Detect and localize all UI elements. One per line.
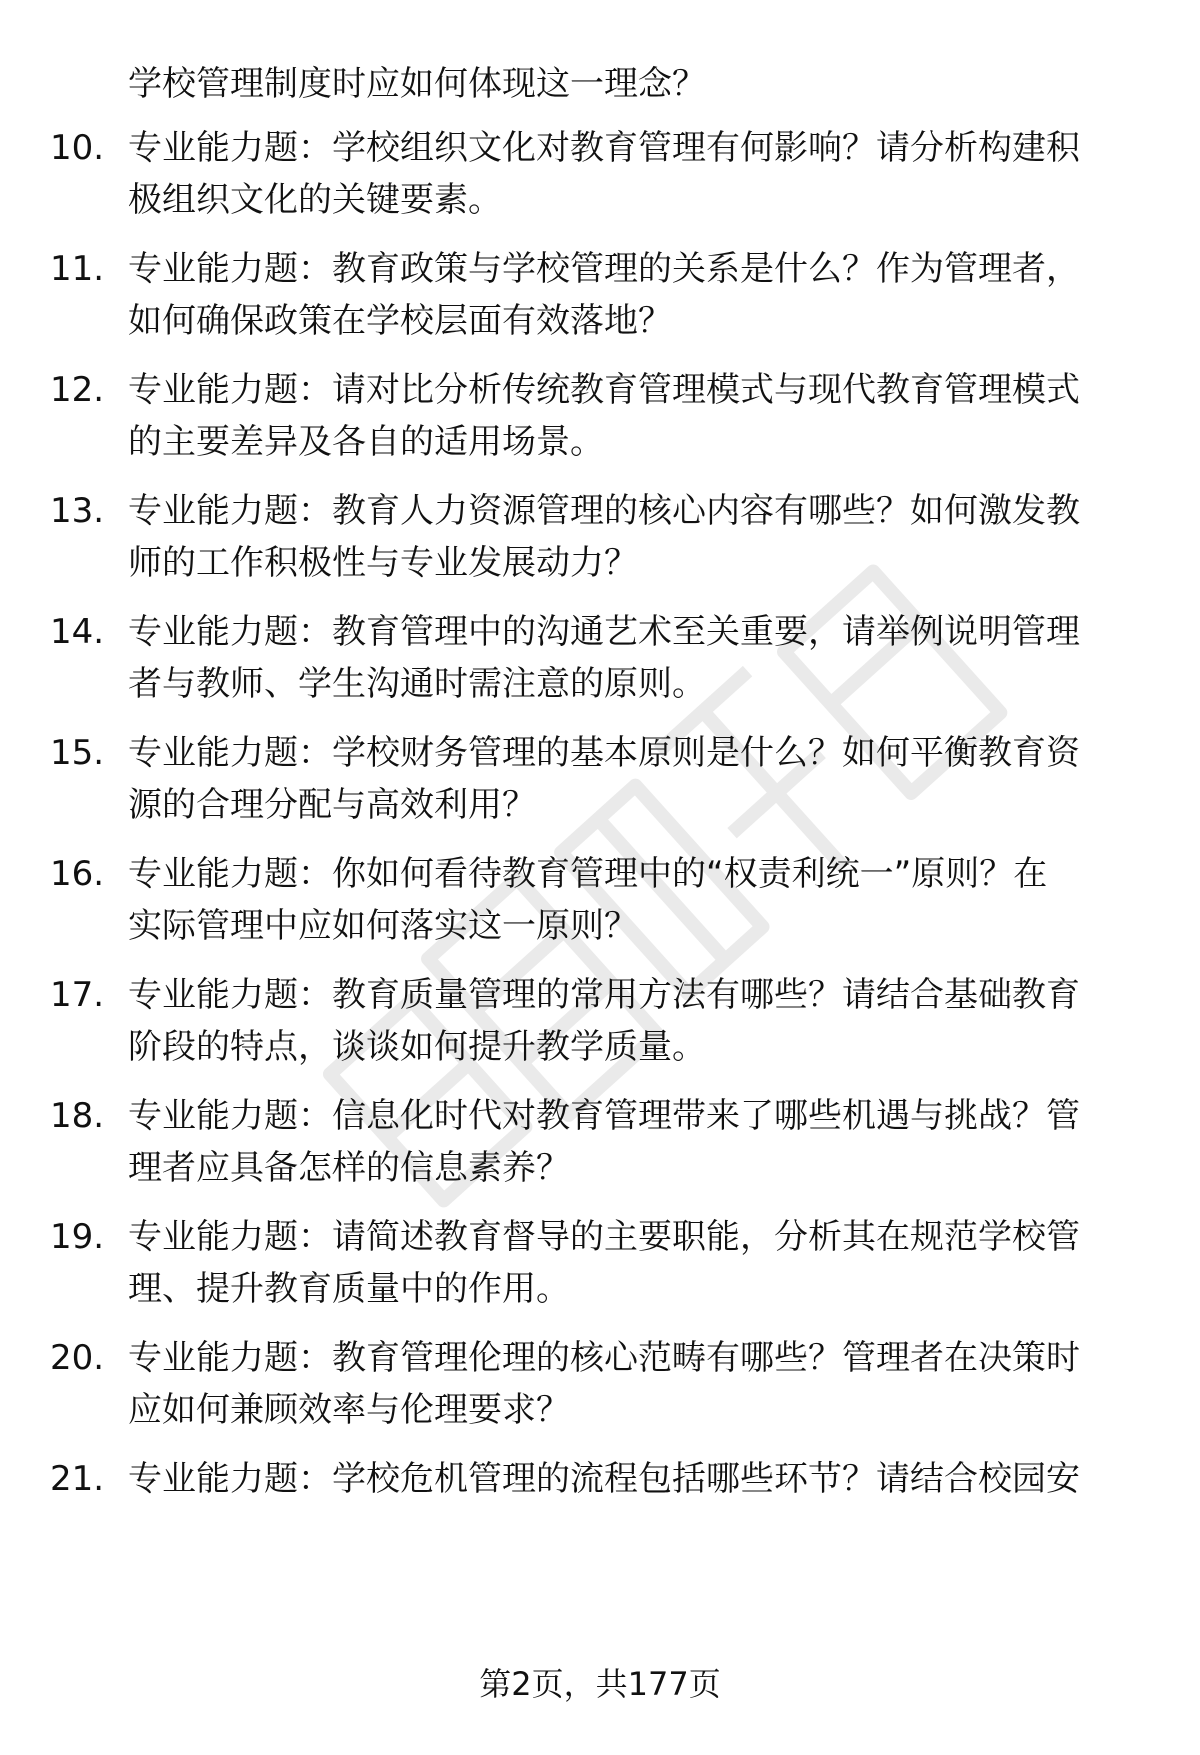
question-text (128, 1453, 1138, 1505)
question-text (128, 727, 1138, 831)
question-item (0, 485, 1200, 589)
question-line: 专业能力题：信息化时代对教育管理带来了哪些机遇与挑战？管 (128, 1096, 1080, 1136)
question-line: 专业能力题：教育政策与学校管理的关系是什么？作为管理者， (128, 249, 1080, 289)
question-line: 师的工作积极性与专业发展动力？ (128, 543, 638, 583)
question-text (128, 1332, 1138, 1436)
question-line: 的主要差异及各自的适用场景。 (128, 422, 604, 462)
question-item (0, 1090, 1200, 1194)
question-number: 18. (50, 1096, 105, 1136)
question-item (0, 364, 1200, 468)
question-number: 13. (50, 491, 105, 531)
question-number: 20. (50, 1338, 105, 1378)
question-number: 17. (50, 975, 105, 1015)
question-line: 专业能力题：学校财务管理的基本原则是什么？如何平衡教育资 (128, 733, 1080, 773)
page-footer: 第2页，共177页 (479, 1665, 721, 1703)
question-item (0, 122, 1200, 226)
question-text (128, 122, 1138, 226)
question-line: 专业能力题：教育质量管理的常用方法有哪些？请结合基础教育 (128, 975, 1080, 1015)
question-line: 专业能力题：教育管理伦理的核心范畴有哪些？管理者在决策时 (128, 1338, 1080, 1378)
question-number: 16. (50, 854, 105, 894)
question-number: 21. (50, 1459, 105, 1499)
question-text (128, 1211, 1138, 1315)
question-line: 专业能力题：学校组织文化对教育管理有何影响？请分析构建积 (128, 128, 1080, 168)
question-line: 专业能力题：请对比分析传统教育管理模式与现代教育管理模式 (128, 370, 1080, 410)
question-item (0, 727, 1200, 831)
question-item (0, 1211, 1200, 1315)
question-item (0, 243, 1200, 347)
continued-question-text: 学校管理制度时应如何体现这一理念？ (128, 64, 706, 104)
question-line: 专业能力题：教育管理中的沟通艺术至关重要，请举例说明管理 (128, 612, 1080, 652)
question-number: 19. (50, 1217, 105, 1257)
question-number: 11. (50, 249, 105, 289)
question-text (128, 969, 1138, 1073)
question-line: 者与教师、学生沟通时需注意的原则。 (128, 664, 706, 704)
question-item (0, 1332, 1200, 1436)
question-line: 专业能力题：教育人力资源管理的核心内容有哪些？如何激发教 (128, 491, 1080, 531)
question-number: 10. (50, 128, 105, 168)
question-text (128, 243, 1138, 347)
question-line: 专业能力题：学校危机管理的流程包括哪些环节？请结合校园安 (128, 1459, 1080, 1499)
question-text (128, 1090, 1138, 1194)
question-line: 极组织文化的关键要素。 (128, 180, 502, 220)
question-number: 15. (50, 733, 105, 773)
question-text (128, 364, 1138, 468)
question-text (128, 606, 1138, 710)
question-line: 源的合理分配与高效利用？ (128, 785, 536, 825)
question-line: 理、提升教育质量中的作用。 (128, 1269, 570, 1309)
question-line: 阶段的特点，谈谈如何提升教学质量。 (128, 1027, 706, 1067)
question-line: 应如何兼顾效率与伦理要求？ (128, 1390, 570, 1430)
question-number: 12. (50, 370, 105, 410)
question-item (0, 848, 1200, 952)
question-number: 14. (50, 612, 105, 652)
question-line: 理者应具备怎样的信息素养？ (128, 1148, 570, 1188)
question-line: 如何确保政策在学校层面有效落地？ (128, 301, 672, 341)
question-text (128, 485, 1138, 589)
question-line: 专业能力题：请简述教育督导的主要职能，分析其在规范学校管 (128, 1217, 1080, 1257)
question-line: 专业能力题：你如何看待教育管理中的“权责利统一”原则？在 (128, 854, 1048, 894)
question-item (0, 1453, 1200, 1505)
question-line: 实际管理中应如何落实这一原则？ (128, 906, 638, 946)
question-item (0, 606, 1200, 710)
question-text (128, 848, 1138, 952)
question-item (0, 969, 1200, 1073)
